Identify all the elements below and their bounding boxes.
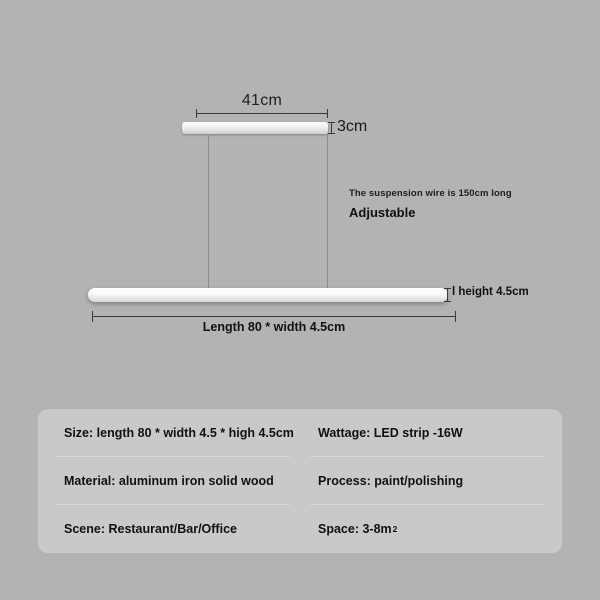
adjustable-label: Adjustable xyxy=(349,205,416,220)
ceiling-mount-bar xyxy=(182,122,328,134)
spec-wattage: Wattage: LED strip -16W xyxy=(300,409,562,457)
linear-lamp-body xyxy=(88,288,448,302)
specification-grid xyxy=(38,409,562,553)
lamp-height-label: l height 4.5cm xyxy=(452,286,529,298)
spec-scene: Scene: Restaurant/Bar/Office xyxy=(64,522,237,536)
lamp-light-strip xyxy=(94,292,442,296)
suspension-wire-note: The suspension wire is 150cm long xyxy=(349,188,512,199)
lamp-length-dimension-line xyxy=(92,316,456,317)
top-width-label: 41cm xyxy=(241,92,283,109)
lamp-height-dimension-line xyxy=(447,288,448,302)
top-width-dimension-line xyxy=(196,113,328,114)
specification-panel xyxy=(38,409,562,553)
spec-space-superscript: 2 xyxy=(392,524,398,534)
spec-space-text: Space: 3-8m xyxy=(318,522,392,536)
suspension-wire-right xyxy=(327,134,328,290)
suspension-wire-left xyxy=(208,134,209,290)
mount-thickness-label: 3cm xyxy=(337,118,368,135)
mount-thickness-dimension-line xyxy=(331,122,332,134)
spec-space xyxy=(300,505,562,553)
spec-material: Material: aluminum iron solid wood xyxy=(38,457,300,505)
spec-size: Size: length 80 * width 4.5 * high 4.5cm xyxy=(38,409,300,457)
spec-process: Process: paint/polishing xyxy=(300,457,562,505)
lamp-length-label: Length 80 * width 4.5cm xyxy=(202,320,346,334)
